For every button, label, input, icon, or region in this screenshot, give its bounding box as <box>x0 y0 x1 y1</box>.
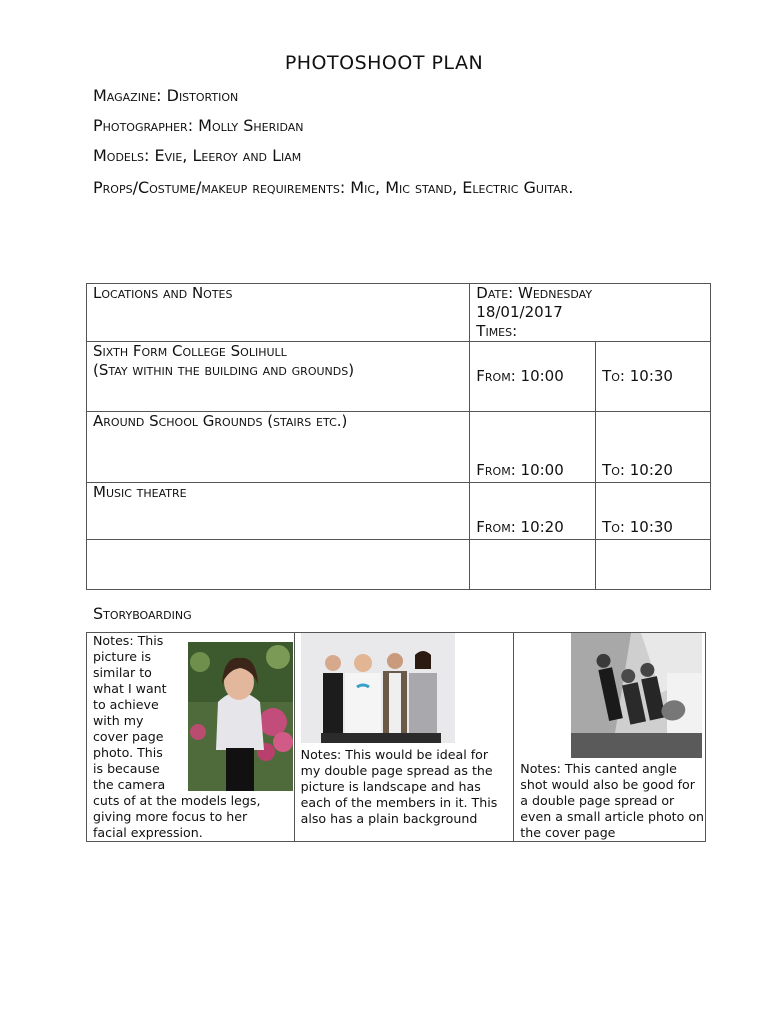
time-from: From: 10:00 <box>476 461 564 479</box>
time-from: From: 10:00 <box>476 367 564 385</box>
table-row <box>87 412 711 483</box>
canted-angle-photo <box>571 633 702 758</box>
storyboarding-heading: Storyboarding <box>93 604 192 623</box>
location-name: Music theatre <box>93 483 187 501</box>
page-title: PHOTOSHOOT PLAN <box>284 52 484 74</box>
props-line: Props/Costume/makeup requirements: Mic, Mic stand, Electric Guitar. <box>93 178 574 197</box>
note-line: giving more focus to her <box>93 809 248 824</box>
times-label: Times: <box>476 322 518 340</box>
note-line: cuts of at the models legs, <box>93 793 261 808</box>
note-3: Notes: This canted angle shot would also be good for a double page spread or even a small article photo on the cover page <box>520 761 705 840</box>
location-name: Around School Grounds (stairs etc.) <box>93 412 348 430</box>
location-name: Sixth Form College Solihull <box>93 342 287 360</box>
band-photo <box>301 633 455 743</box>
storyboard-table <box>86 632 706 842</box>
date-value: 18/01/2017 <box>476 303 563 321</box>
note-line: is because <box>93 761 160 776</box>
time-from: From: 10:20 <box>476 518 564 536</box>
empty-table-row <box>87 540 711 590</box>
time-to: To: 10:30 <box>602 367 673 385</box>
storyboard-cell-2 <box>294 633 514 842</box>
note-1-wrapped <box>93 633 175 793</box>
locations-table <box>86 283 711 590</box>
note-line: photo. This <box>93 745 163 760</box>
locations-header-cell <box>87 284 470 342</box>
time-to: To: 10:30 <box>602 518 673 536</box>
locations-header: Locations and Notes <box>93 284 233 302</box>
storyboard-cell-3 <box>514 633 706 842</box>
note-line: to achieve <box>93 697 159 712</box>
note-line: similar to <box>93 665 152 680</box>
note-1 <box>93 633 293 841</box>
note-line: what I want <box>93 681 167 696</box>
table-header-row <box>87 284 711 342</box>
note-2: Notes: This would be ideal for my double page spread as the picture is landscape and has each of the members in it. This also has a plain background <box>300 747 498 826</box>
note-line: picture is <box>93 649 152 664</box>
time-to: To: 10:20 <box>602 461 673 479</box>
note-line: cover page <box>93 729 164 744</box>
storyboard-cell-1 <box>87 633 295 842</box>
note-line: facial expression. <box>93 825 203 840</box>
table-row <box>87 342 711 412</box>
note-line: with my <box>93 713 144 728</box>
magazine-line: Magazine: Distortion <box>93 86 239 105</box>
date-label: Date: Wednesday <box>476 284 593 302</box>
location-note: (Stay within the building and grounds) <box>93 361 355 379</box>
note-line: Notes: This <box>93 633 164 648</box>
note-line: the camera <box>93 777 166 792</box>
photographer-line: Photographer: Molly Sheridan <box>93 116 304 135</box>
date-header-cell <box>470 284 711 342</box>
models-line: Models: Evie, Leeroy and Liam <box>93 146 302 165</box>
table-row <box>87 483 711 540</box>
